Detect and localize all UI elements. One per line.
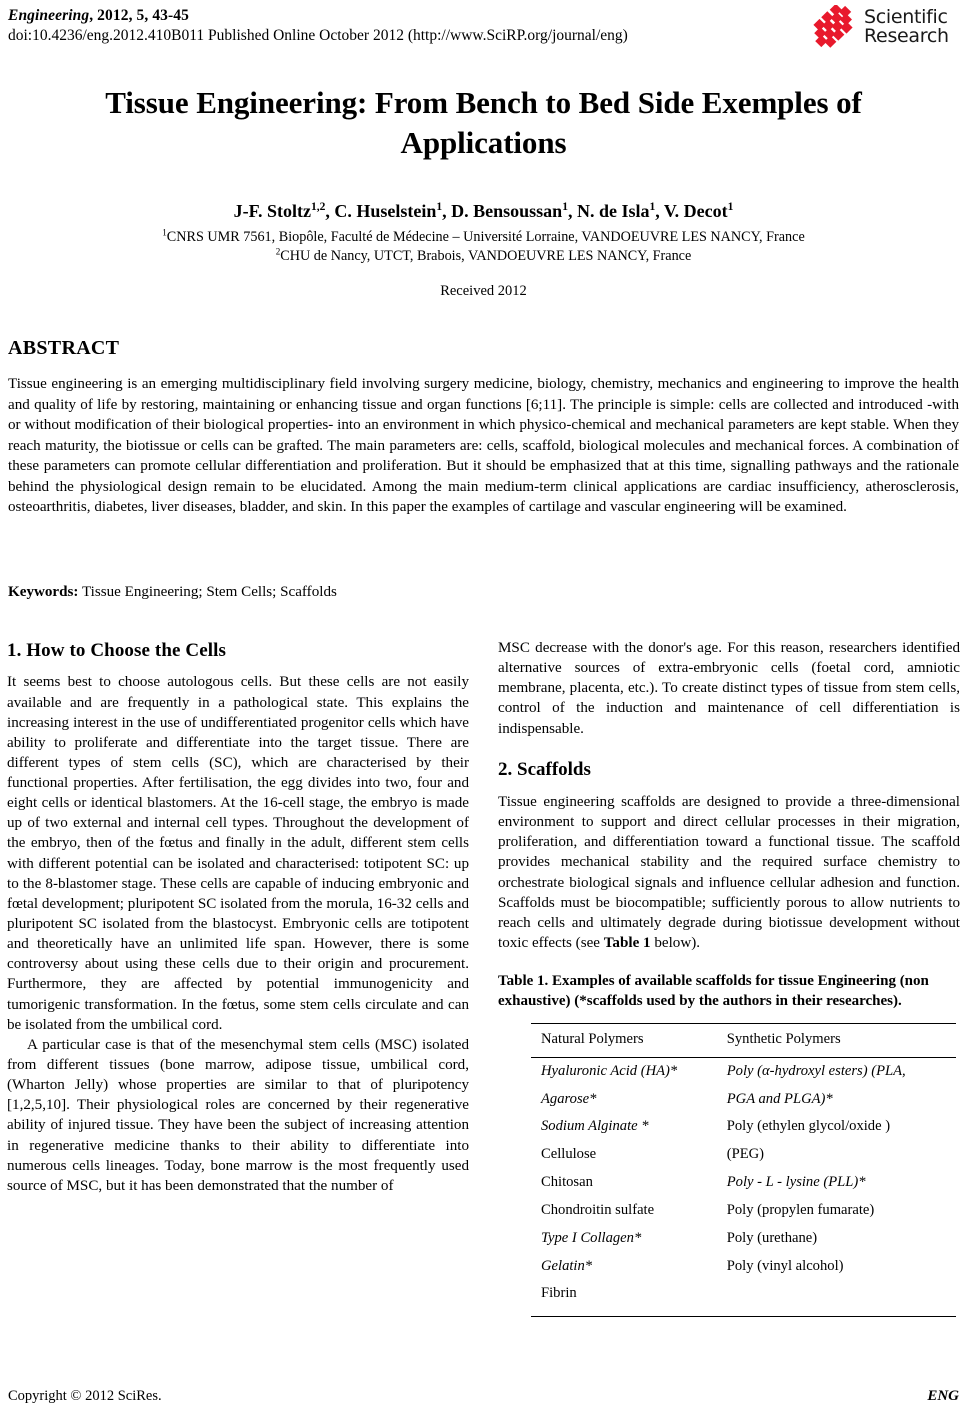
keywords xyxy=(8,582,959,602)
scientific-research-diamond-logo-icon xyxy=(813,5,859,49)
page-footer xyxy=(8,1388,959,1405)
doi-line: doi:10.4236/eng.2012.410B011 Published Online October 2012 (http://www.SciRP.org/journal/eng) xyxy=(8,27,628,45)
cell-synthetic: (PEG) xyxy=(726,1146,765,1163)
cell-natural: Fibrin xyxy=(541,1285,577,1302)
publisher-logo-line1: Scientific xyxy=(864,5,948,28)
table-1-scaffolds xyxy=(531,1023,956,1317)
section-2-paragraph-1 xyxy=(498,792,960,953)
section-1-paragraph-3: MSC decrease with the donor's age. For this reason, researchers identified alternative sources of extra-embryonic cells (foetal cord, amniotic membrane, placenta, etc.). To create distinct types of tissue from stem cells, control of the induction and maintenance of cell differentiation is indispensable. xyxy=(498,640,960,737)
cell-synthetic: Poly (urethane) xyxy=(726,1229,818,1246)
section-2-paragraph-1c: below). xyxy=(650,935,701,952)
publisher-logo-line2: Research xyxy=(864,25,949,47)
table-row xyxy=(531,1280,956,1316)
page-title: Tissue Engineering: From Bench to Bed Side Exemples of Applications xyxy=(105,85,862,160)
author-list: J-F. Stoltz$^{1,2}$, C. Huselstein$^1$, D. Bensoussan$^1$, N. de Isla$^1$, V. Decot$^1$ xyxy=(233,201,734,221)
keywords-label: Keywords: xyxy=(8,584,79,600)
table-row xyxy=(531,1252,956,1280)
cell-synthetic: Poly (α-hydroxyl esters) (PLA, xyxy=(726,1062,906,1079)
table-body xyxy=(531,1057,956,1316)
affiliation-2: $^2$CHU de Nancy, UTCT, Brabois, VANDOEUVRE LES NANCY, France xyxy=(275,246,692,265)
masthead xyxy=(8,6,828,47)
table-column-header-synthetic: Synthetic Polymers xyxy=(727,1024,956,1057)
table-column-header-natural: Natural Polymers xyxy=(531,1024,727,1057)
column-left xyxy=(7,638,469,1196)
table-row xyxy=(531,1141,956,1169)
table-1-caption: Table 1. Examples of available scaffolds for tissue Engineering (non exhaustive) (*scaffolds used by the authors in their researches). xyxy=(498,973,929,1010)
section-2-heading: 2. Scaffolds xyxy=(498,758,591,780)
table-row xyxy=(531,1057,956,1085)
cell-synthetic xyxy=(727,1280,956,1316)
table-row xyxy=(531,1225,956,1253)
table-row xyxy=(531,1169,956,1197)
cell-natural: Gelatin* xyxy=(541,1257,593,1274)
journal-abbreviation: ENG xyxy=(927,1388,959,1404)
journal-citation: , 2012, 5, 43-45 xyxy=(89,7,189,24)
keywords-value: Tissue Engineering; Stem Cells; Scaffolds xyxy=(81,584,337,600)
section-2-paragraph-1a: Tissue engineering scaffolds are designed to provide a three-dimensional environment to support and direct cellular processes in their migration, proliferation, and differentiation toward a functional tissue. The scaffold provides mechanical stability and the required surface chemistry to orchestrate biological signals and influence cellular adhesion and function. Scaffolds must be biocompatible; sufficiently porous to allow nutrients to reach cells and ultimately degrade during biotissue development without toxic effects (see xyxy=(498,794,960,952)
copyright-notice: Copyright © 2012 SciRes. xyxy=(8,1388,162,1404)
affiliations xyxy=(40,228,927,266)
cell-natural: Hyaluronic Acid (HA)* xyxy=(541,1062,678,1079)
affiliation-1-text: CNRS UMR 7561, Biopôle, Faculté de Médecine – Université Lorraine, VANDOEUVRE LES NANCY, France xyxy=(166,229,805,245)
table-row xyxy=(531,1085,956,1113)
journal-name: Engineering xyxy=(8,7,90,24)
cell-natural: Type I Collagen* xyxy=(541,1229,642,1246)
cell-natural: Chondroitin sulfate xyxy=(541,1201,655,1218)
affiliation-2-text: CHU de Nancy, UTCT, Brabois, VANDOEUVRE LES NANCY, France xyxy=(280,248,692,265)
publisher-logo xyxy=(813,2,963,52)
cell-synthetic: Poly (ethylen glycol/oxide ) xyxy=(726,1118,891,1135)
cell-natural: Cellulose xyxy=(541,1146,597,1163)
cell-synthetic: Poly (propylen fumarate) xyxy=(726,1201,875,1218)
cell-natural: Sodium Alginate * xyxy=(541,1118,649,1135)
table-row xyxy=(531,1197,956,1225)
abstract-body: Tissue engineering is an emerging multidisciplinary field involving surgery medicine, biology, chemistry, mechanics and engineering to improve the health and quality of life by restoring, maintaining or enhancing tissue and organ functions [6;11]. The principle is simple: cells are collected and introduced -with or without modification of their biological properties- into an environment in which physico-chemical and mechanical parameters are kept stable. When they reach maturity, the biotissue or cells can be grafted. The main parameters are: cells, scaffold, biological molecules and mechanical forces. A combination of these parameters can promote cellular differentiation and proliferation. But it should be emphasized that at this time, signalling pathways and the rationale behind the physiological design remain to be elucidated. Among the main medium-term clinical applications are cardiac insufficiency, atherosclerosis, osteoarthritis, diabetes, liver diseases, bladder, and skin. In this paper the examples of cartilage and vascular engineering will be examined. xyxy=(8,376,959,516)
table-header-row xyxy=(531,1024,956,1057)
received-date: Received 2012 xyxy=(440,283,527,299)
table-reference: Table 1 xyxy=(603,935,651,952)
journal-citation-line xyxy=(8,6,828,25)
table-header xyxy=(531,1024,956,1057)
section-1-heading: 1. How to Choose the Cells xyxy=(7,640,226,661)
cell-natural: Agarose* xyxy=(541,1090,597,1107)
section-1-paragraph-2: A particular case is that of the mesenchymal stem cells (MSC) isolated from different tissues (bone marrow, adipose tissue, umbilical cord, (Wharton Jelly) whose properties are similar to that of pluripotency [1,2,5,10]. Their physiological roles are concerned by their regenerative ability of injured tissue. They have been the subject of increasing attention in regenerative medicine thanks to their ability to differentiate into numerous cells lineages. Today, bone marrow is the most frequently used source of MSC, but it has been demonstrated that the number of xyxy=(7,1036,469,1194)
publisher-logo-text xyxy=(864,5,949,47)
affiliation-1: $^1$CNRS UMR 7561, Biopôle, Faculté de Médecine – Université Lorraine, VANDOEUVRE LES NANCY, France xyxy=(162,227,805,245)
section-1-paragraph-1: It seems best to choose autologous cells. But these cells are not easily available and are frequently in a pathological state. This explains the increasing interest in the use of undifferentiated progenitor cells which have ability to proliferate and differentiate into the target tissue. There are different types of stem cells (SC), which are characterised by their functional properties. After fertilisation, the egg divides into two, four and eight cells or identical blastomers. At the 16-cell stage, the embryo is made up of two external and internal cell types. Throughout the development of the embryo, then of the fœtus and finally in the adult, different stem cells with different potential can be isolated and characterised: totipotent SC: up to the 8-blastomer stage. These cells are capable of inducing embryonic and fœtal development; pluripotent SC isolated from the morula, 16-32 cells and pluripotent SC isolated from the blastocyst. Embryonic cells are totipotent and theoretically have an unlimited life span. However, there is some controversy about using these cells due to their origin and procurement. Furthermore, they are affected by potential immunogenicity and tumorigenic transformation. In the fœtus, some stem cells circulate and can be isolated from the umbilical cord. xyxy=(7,674,469,1033)
cell-synthetic: PGA and PLGA)* xyxy=(726,1090,833,1107)
column-right xyxy=(498,638,960,1317)
cell-natural: Chitosan xyxy=(541,1174,593,1191)
cell-synthetic: Poly - L - lysine (PLL)* xyxy=(726,1174,866,1191)
abstract-heading: ABSTRACT xyxy=(8,337,120,359)
table-row xyxy=(531,1113,956,1141)
cell-synthetic: Poly (vinyl alcohol) xyxy=(726,1257,844,1274)
